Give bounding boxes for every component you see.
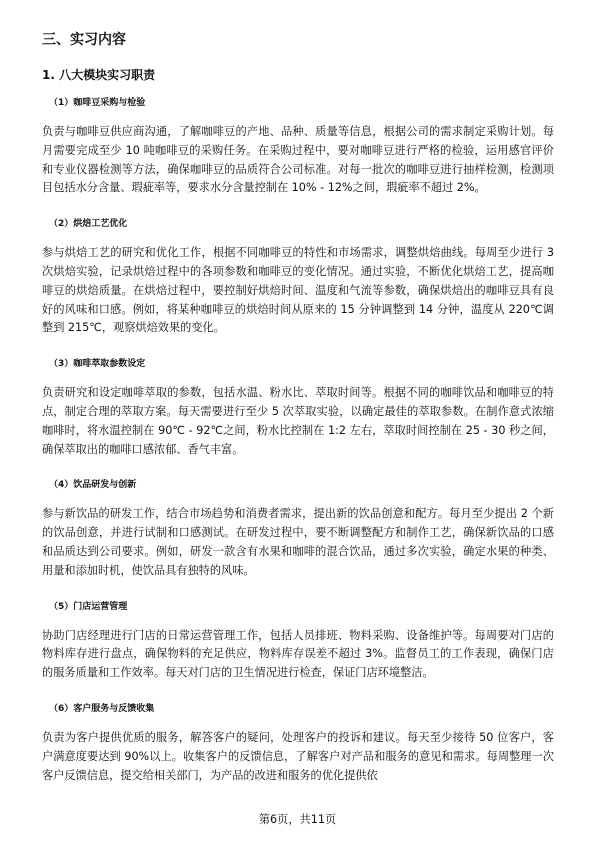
section-paragraph: 协助门店经理进行门店的日常运营管理工作，包括人员排班、物料采购、设备维护等。每周要对门店的物料库存进行盘点，确保物料的充足供应，物料库存误差不超过 3%。监督员工的工作表现，确保门店的服务质量和工作效率。每天对门店的卫生情况进行检查，保证门店环境整洁。 bbox=[42, 628, 554, 680]
section-title: 三、实习内容 bbox=[42, 32, 126, 48]
section-heading: （3）咖啡萃取参数设定 bbox=[49, 359, 146, 370]
section-paragraph: 负责为客户提供优质的服务，解答客户的疑问，处理客户的投诉和建议。每天至少接待 50 位客户，客户满意度要达到 90%以上。收集客户的反馈信息，了解客户对产品和服务的意见和需求。每周整理一次客户反馈信息，提交给相关部门，为产品的改进和服务的优化提供依 bbox=[42, 730, 554, 782]
section-customer-service bbox=[42, 701, 554, 785]
section-store-operations bbox=[42, 599, 554, 683]
section-heading: （1）咖啡豆采购与检验 bbox=[49, 98, 146, 108]
section-beverage-rd bbox=[42, 477, 554, 580]
section-heading: （5）门店运营管理 bbox=[49, 601, 128, 612]
section-paragraph: 负责与咖啡豆供应商沟通，了解咖啡豆的产地、品种、质量等信息，根据公司的需求制定采购计划。每月需要完成至少 10 吨咖啡豆的采购任务。在采购过程中，要对咖啡豆进行严格的检验，运用感官评价和专业仪器检测等方法，确保咖啡豆的品质符合公司标准。对每一批次的咖啡豆进行抽样检测，检测项目包括水分含量、瑕疵率等，要求水分含量控制在 10% - 12%之间，瑕疵率不超过 2%。 bbox=[42, 125, 554, 195]
section-paragraph: 参与烘焙工艺的研究和优化工作，根据不同咖啡豆的特性和市场需求，调整烘焙曲线。每周至少进行 3 次烘焙实验，记录烘焙过程中的各项参数和咖啡豆的变化情况。通过实验，不断优化烘焙工艺，提高咖啡豆的烘焙质量。在烘焙过程中，要控制好烘焙时间、温度和气流等参数，确保烘焙出的咖啡豆具有良好的风味和口感。例如，将某种咖啡豆的烘焙时间从原来的 15 分钟调整到 14 分钟，温度从 220℃调整到 215℃，观察烘焙效果的变化。 bbox=[42, 246, 554, 335]
section-roasting bbox=[42, 216, 554, 338]
section-paragraph: 负责研究和设定咖啡萃取的参数，包括水温、粉水比、萃取时间等。根据不同的咖啡饮品和咖啡豆的特点，制定合理的萃取方案。每天需要进行至少 5 次萃取实验，以确定最佳的萃取参数。在制作意式浓缩咖啡时，将水温控制在 90℃ - 92℃之间，粉水比控制在 1:2 左右，萃取时间控制在 25 - 30 秒之间，确保萃取出的咖啡口感浓郁、香气丰富。 bbox=[42, 386, 554, 456]
section-bean-procurement bbox=[42, 95, 554, 198]
page-number-footer: 第6页，共11页 bbox=[258, 813, 337, 826]
page-content bbox=[42, 29, 554, 803]
section-heading: （6）客户服务与反馈收集 bbox=[49, 703, 155, 714]
section-extraction bbox=[42, 356, 554, 459]
section-heading: （4）饮品研发与创新 bbox=[49, 480, 137, 491]
section-paragraph: 参与新饮品的研发工作，结合市场趋势和消费者需求，提出新的饮品创意和配方。每月至少提出 2 个新的饮品创意，并进行试制和口感测试。在研发过程中，要不断调整配方和制作工艺，确保新饮品的口感和品质达到公司要求。例如，研发一款含有水果和咖啡的混合饮品，通过多次实验，确定水果的种类、用量和添加时机，使饮品具有独特的风味。 bbox=[42, 507, 554, 577]
section-heading: （2）烘焙工艺优化 bbox=[49, 219, 128, 230]
subsection-title: 1. 八大模块实习职责 bbox=[42, 68, 156, 82]
